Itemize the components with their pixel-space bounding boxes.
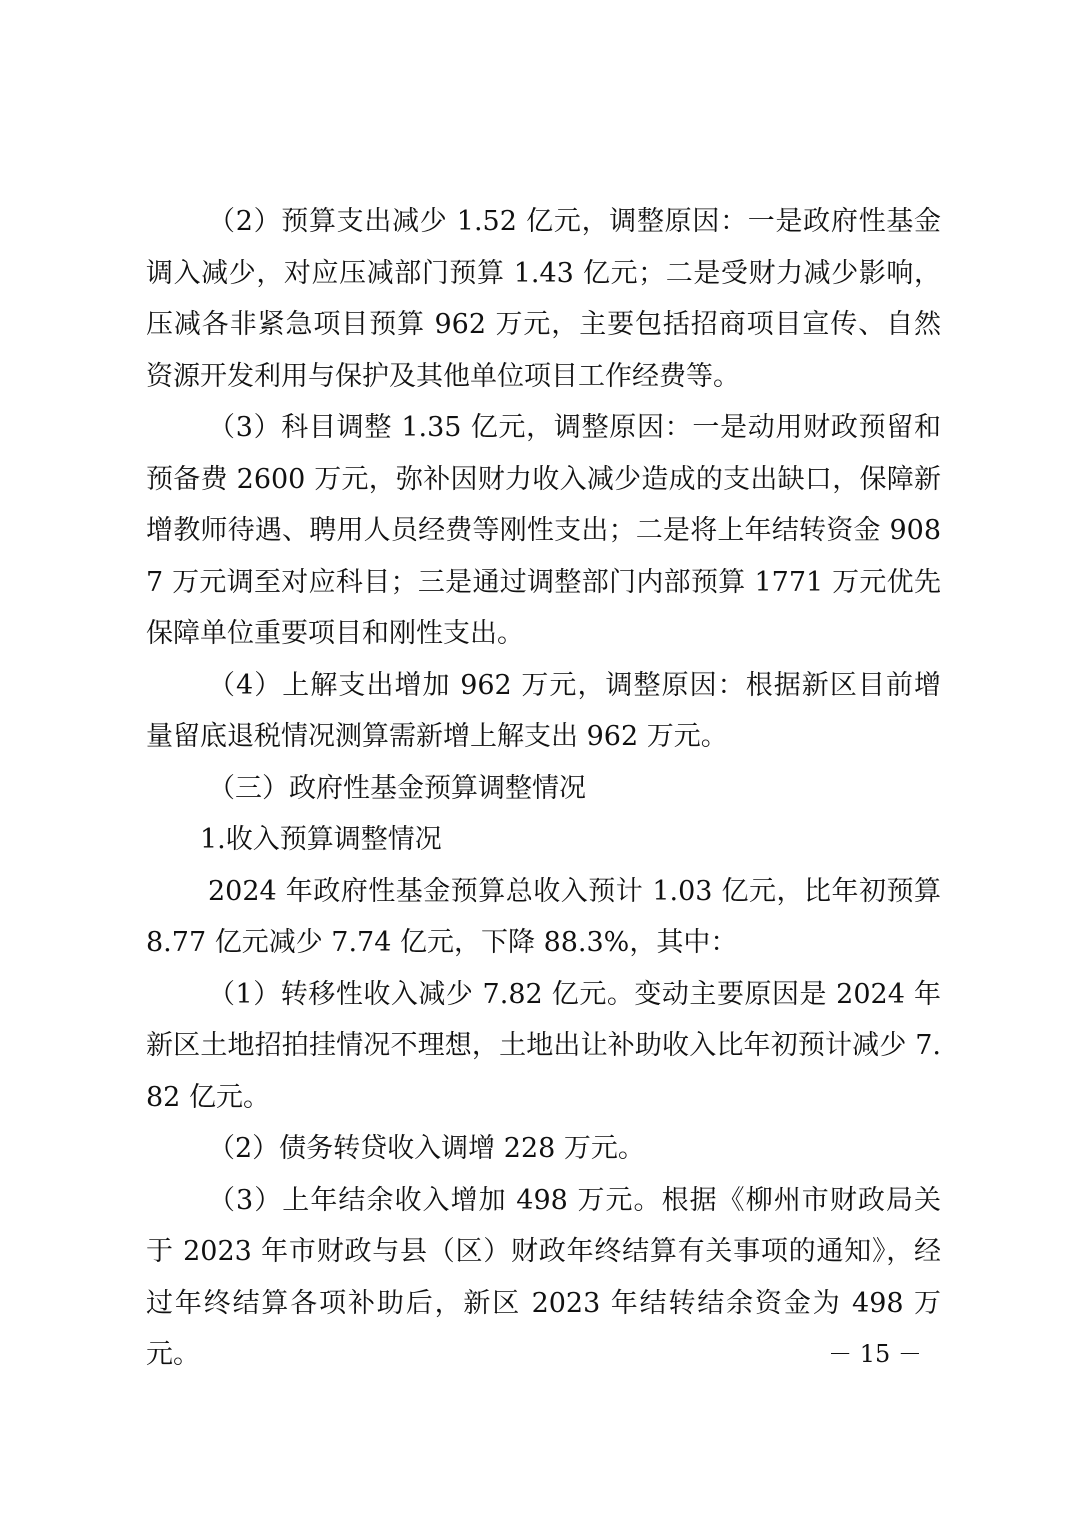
paragraph-fund-revenue-summary: 2024 年政府性基金预算总收入预计 1.03 亿元，比年初预算 8.77 亿元减少 7.74 亿元，下降 88.3%，其中： [146, 875, 941, 958]
paragraph-remittance-expenditure-increase: （4）上解支出增加 962 万元，调整原因：根据新区目前增量留底退税情况测算需新增上解支出 962 万元。 [146, 669, 941, 752]
body-text [146, 196, 941, 1381]
paragraph-subject-adjustment: （3）科目调整 1.35 亿元，调整原因：一是动用财政预留和预备费 2600 万元，弥补因财力收入减少造成的支出缺口，保障新增教师待遇、聘用人员经费等刚性支出；二是将上年结转资金 9087 万元调至对应科目；三是通过调整部门内部预算 1771 万元优先保障单位重要项目和刚性支出。 [146, 412, 941, 649]
paragraph-transfer-revenue-decrease: （1）转移性收入减少 7.82 亿元。变动主要原因是 2024 年新区土地招拍挂情况不理想，土地出让补助收入比年初预计减少 7.82 亿元。 [146, 978, 941, 1113]
paragraph-budget-expenditure-decrease: （2）预算支出减少 1.52 亿元，调整原因：一是政府性基金调入减少，对应压减部门预算 1.43 亿元；二是受财力减少影响，压减各非紧急项目预算 962 万元，主要包括招商项目宣传、自然资源开发利用与保护及其他单位项目工作经费等。 [146, 206, 941, 392]
paragraph-prior-year-surplus: （3）上年结余收入增加 498 万元。根据《柳州市财政局关于 2023 年市财政与县（区）财政年终结算有关事项的通知》，经过年终结算各项补助后，新区 2023 年结转结余资金为 498 万元。 [146, 1184, 941, 1370]
page-number: － 15 － [828, 1340, 922, 1368]
paragraph-debt-transfer-revenue: （2）债务转贷收入调增 228 万元。 [208, 1133, 645, 1164]
section-heading-fund-budget: （三）政府性基金预算调整情况 [208, 772, 586, 804]
subheading-revenue-budget: 1.收入预算调整情况 [200, 824, 442, 855]
